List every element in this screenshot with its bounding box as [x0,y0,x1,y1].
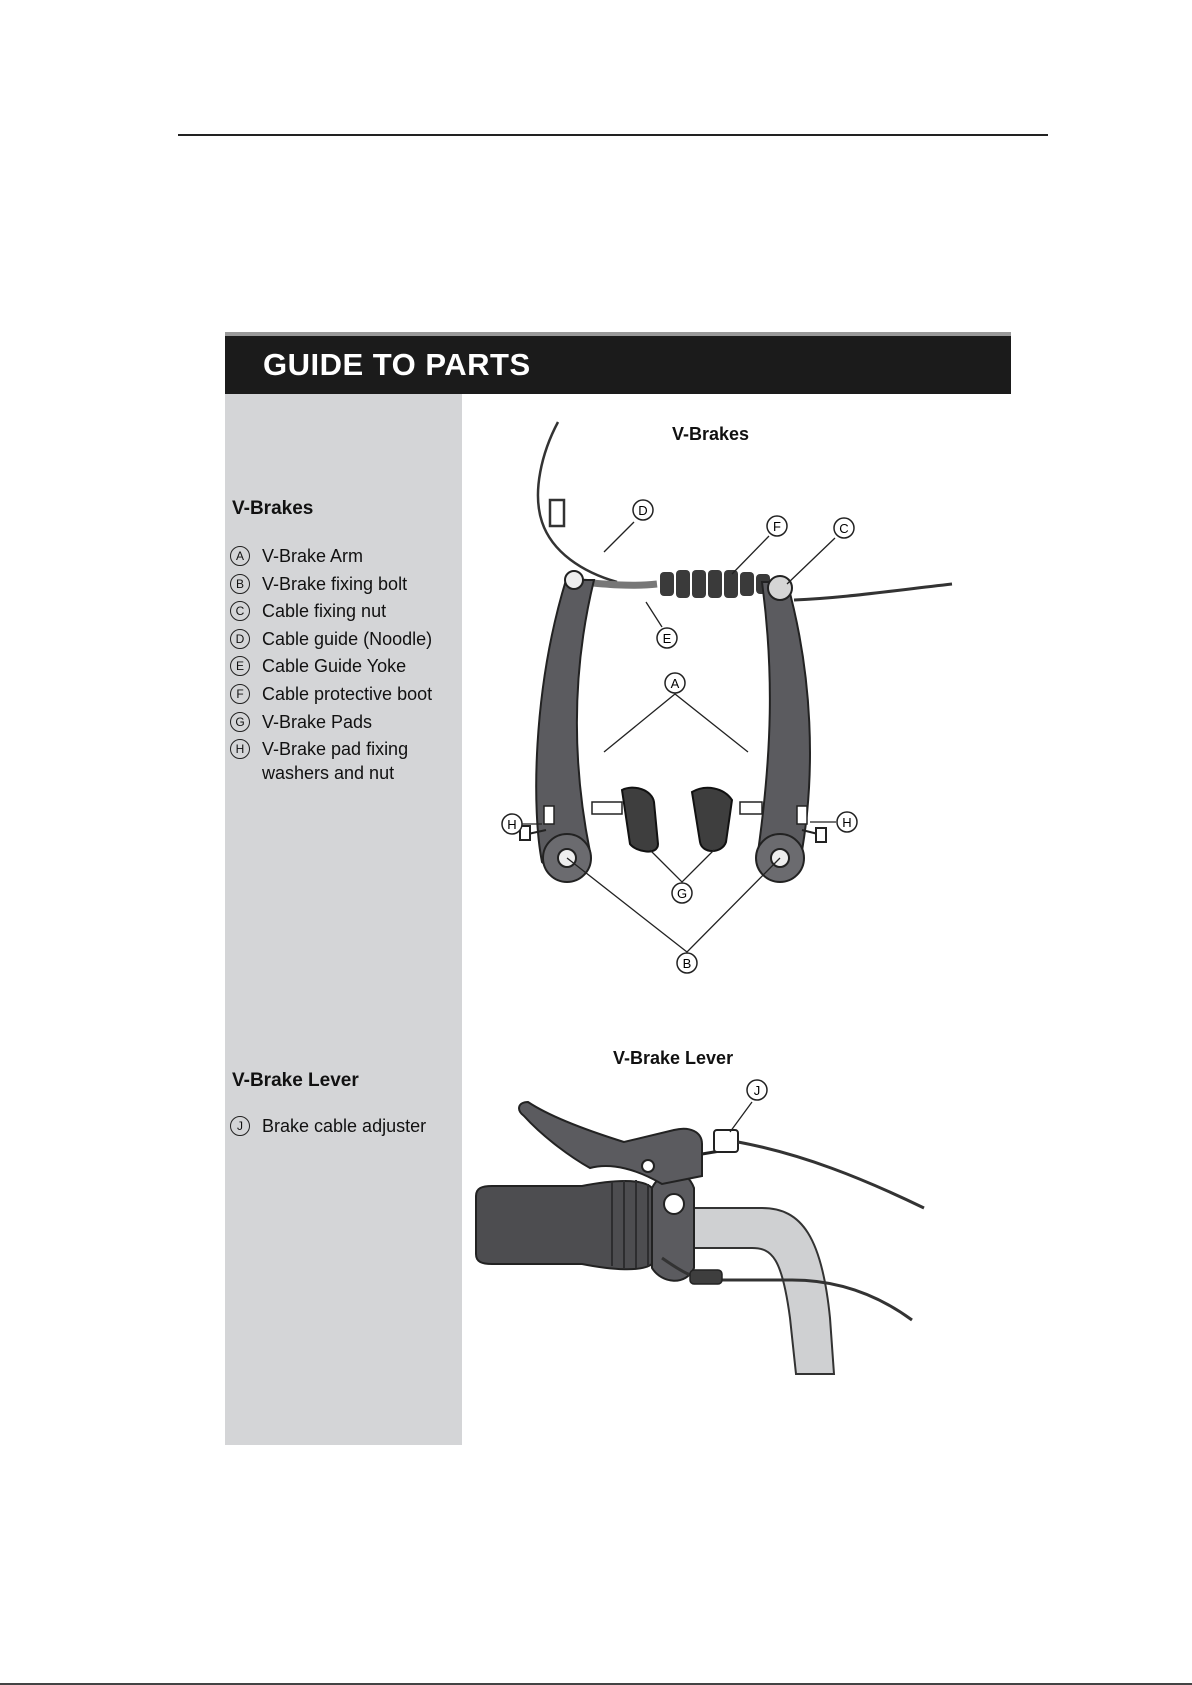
vbrakes-section-title: V-Brakes [232,498,314,519]
letter-d-marker: D [230,629,250,649]
right-screw-head [816,828,826,842]
right-brake-pad [692,788,732,851]
callout-e: E [662,631,672,646]
yoke-pivot [565,571,583,589]
callout-h-right: H [842,815,852,830]
guide-panel [225,332,1011,1445]
handlebar-grip [476,1181,662,1269]
callout-f: F [773,519,781,534]
part-label: Cable protective boot [262,683,433,704]
letter-e-marker: E [230,656,250,676]
list-item [230,599,452,627]
callout-line-a [604,694,748,752]
callout-line-f [732,536,769,574]
list-item [230,737,452,789]
callout-h-left: H [507,817,517,832]
cable-ferrule [550,500,564,526]
left-brake-arm [536,580,594,873]
right-washer [797,806,807,824]
vbrakes-parts-list [230,544,452,789]
callout-line-e [646,602,662,627]
part-label: Cable Guide Yoke [262,656,407,677]
part-label: V-Brake pad fixing washers and nut [262,739,409,784]
list-item [230,654,452,682]
letter-c-marker: C [230,601,250,621]
lever-parts-list [230,1114,426,1142]
callout-d: D [638,503,648,518]
right-pad-post [740,802,762,814]
part-label: V-Brake Pads [262,711,373,732]
lever-section-title: V-Brake Lever [232,1070,359,1091]
callout-c: C [839,521,849,536]
parts-sidebar [225,394,462,1445]
part-label: Cable guide (Noodle) [262,628,433,649]
left-pad-post [592,802,622,814]
part-label: V-Brake fixing bolt [262,573,408,594]
left-washer [544,806,554,824]
top-rule [178,134,1048,136]
callout-line-b [567,858,780,952]
list-item [230,682,452,710]
callout-line-j [730,1102,752,1132]
list-item [230,710,452,738]
list-item [230,1114,426,1142]
left-brake-pad [622,788,658,852]
brake-cable-adjuster [714,1130,738,1152]
letter-j-marker: J [230,1116,250,1136]
callout-line-d [604,522,634,552]
clamp-bolt [664,1194,684,1214]
brake-lever-blade [519,1102,702,1184]
callout-b: B [682,956,692,971]
letter-h-marker: H [230,739,250,759]
callout-g: G [676,886,688,901]
cable-right [794,584,952,600]
part-label: Cable fixing nut [262,601,387,622]
brake-cable [738,1142,924,1208]
list-item [230,572,452,600]
callout-j: J [753,1083,761,1098]
letter-b-marker: B [230,574,250,594]
callout-line-c [787,538,835,584]
header-bar [225,336,1011,394]
vbrakes-diagram [462,412,1011,992]
list-item [230,627,452,655]
cable-fixing-nut [768,576,792,600]
lever-diagram [462,1058,1011,1388]
protective-boot [660,570,770,598]
reach-screw [642,1160,654,1172]
letter-g-marker: G [230,712,250,732]
vbrakes-figure-title: V-Brakes [672,424,750,444]
lever-figure-title: V-Brake Lever [613,1048,734,1068]
callout-line-g [650,850,714,882]
callout-a: A [670,676,680,691]
part-label: Brake cable adjuster [262,1116,427,1136]
list-item [230,544,452,572]
letter-a-marker: A [230,546,250,566]
letter-f-marker: F [230,684,250,704]
part-label: V-Brake Arm [262,546,364,566]
cable-ferrule [690,1270,722,1284]
page-title: GUIDE TO PARTS [263,347,531,382]
